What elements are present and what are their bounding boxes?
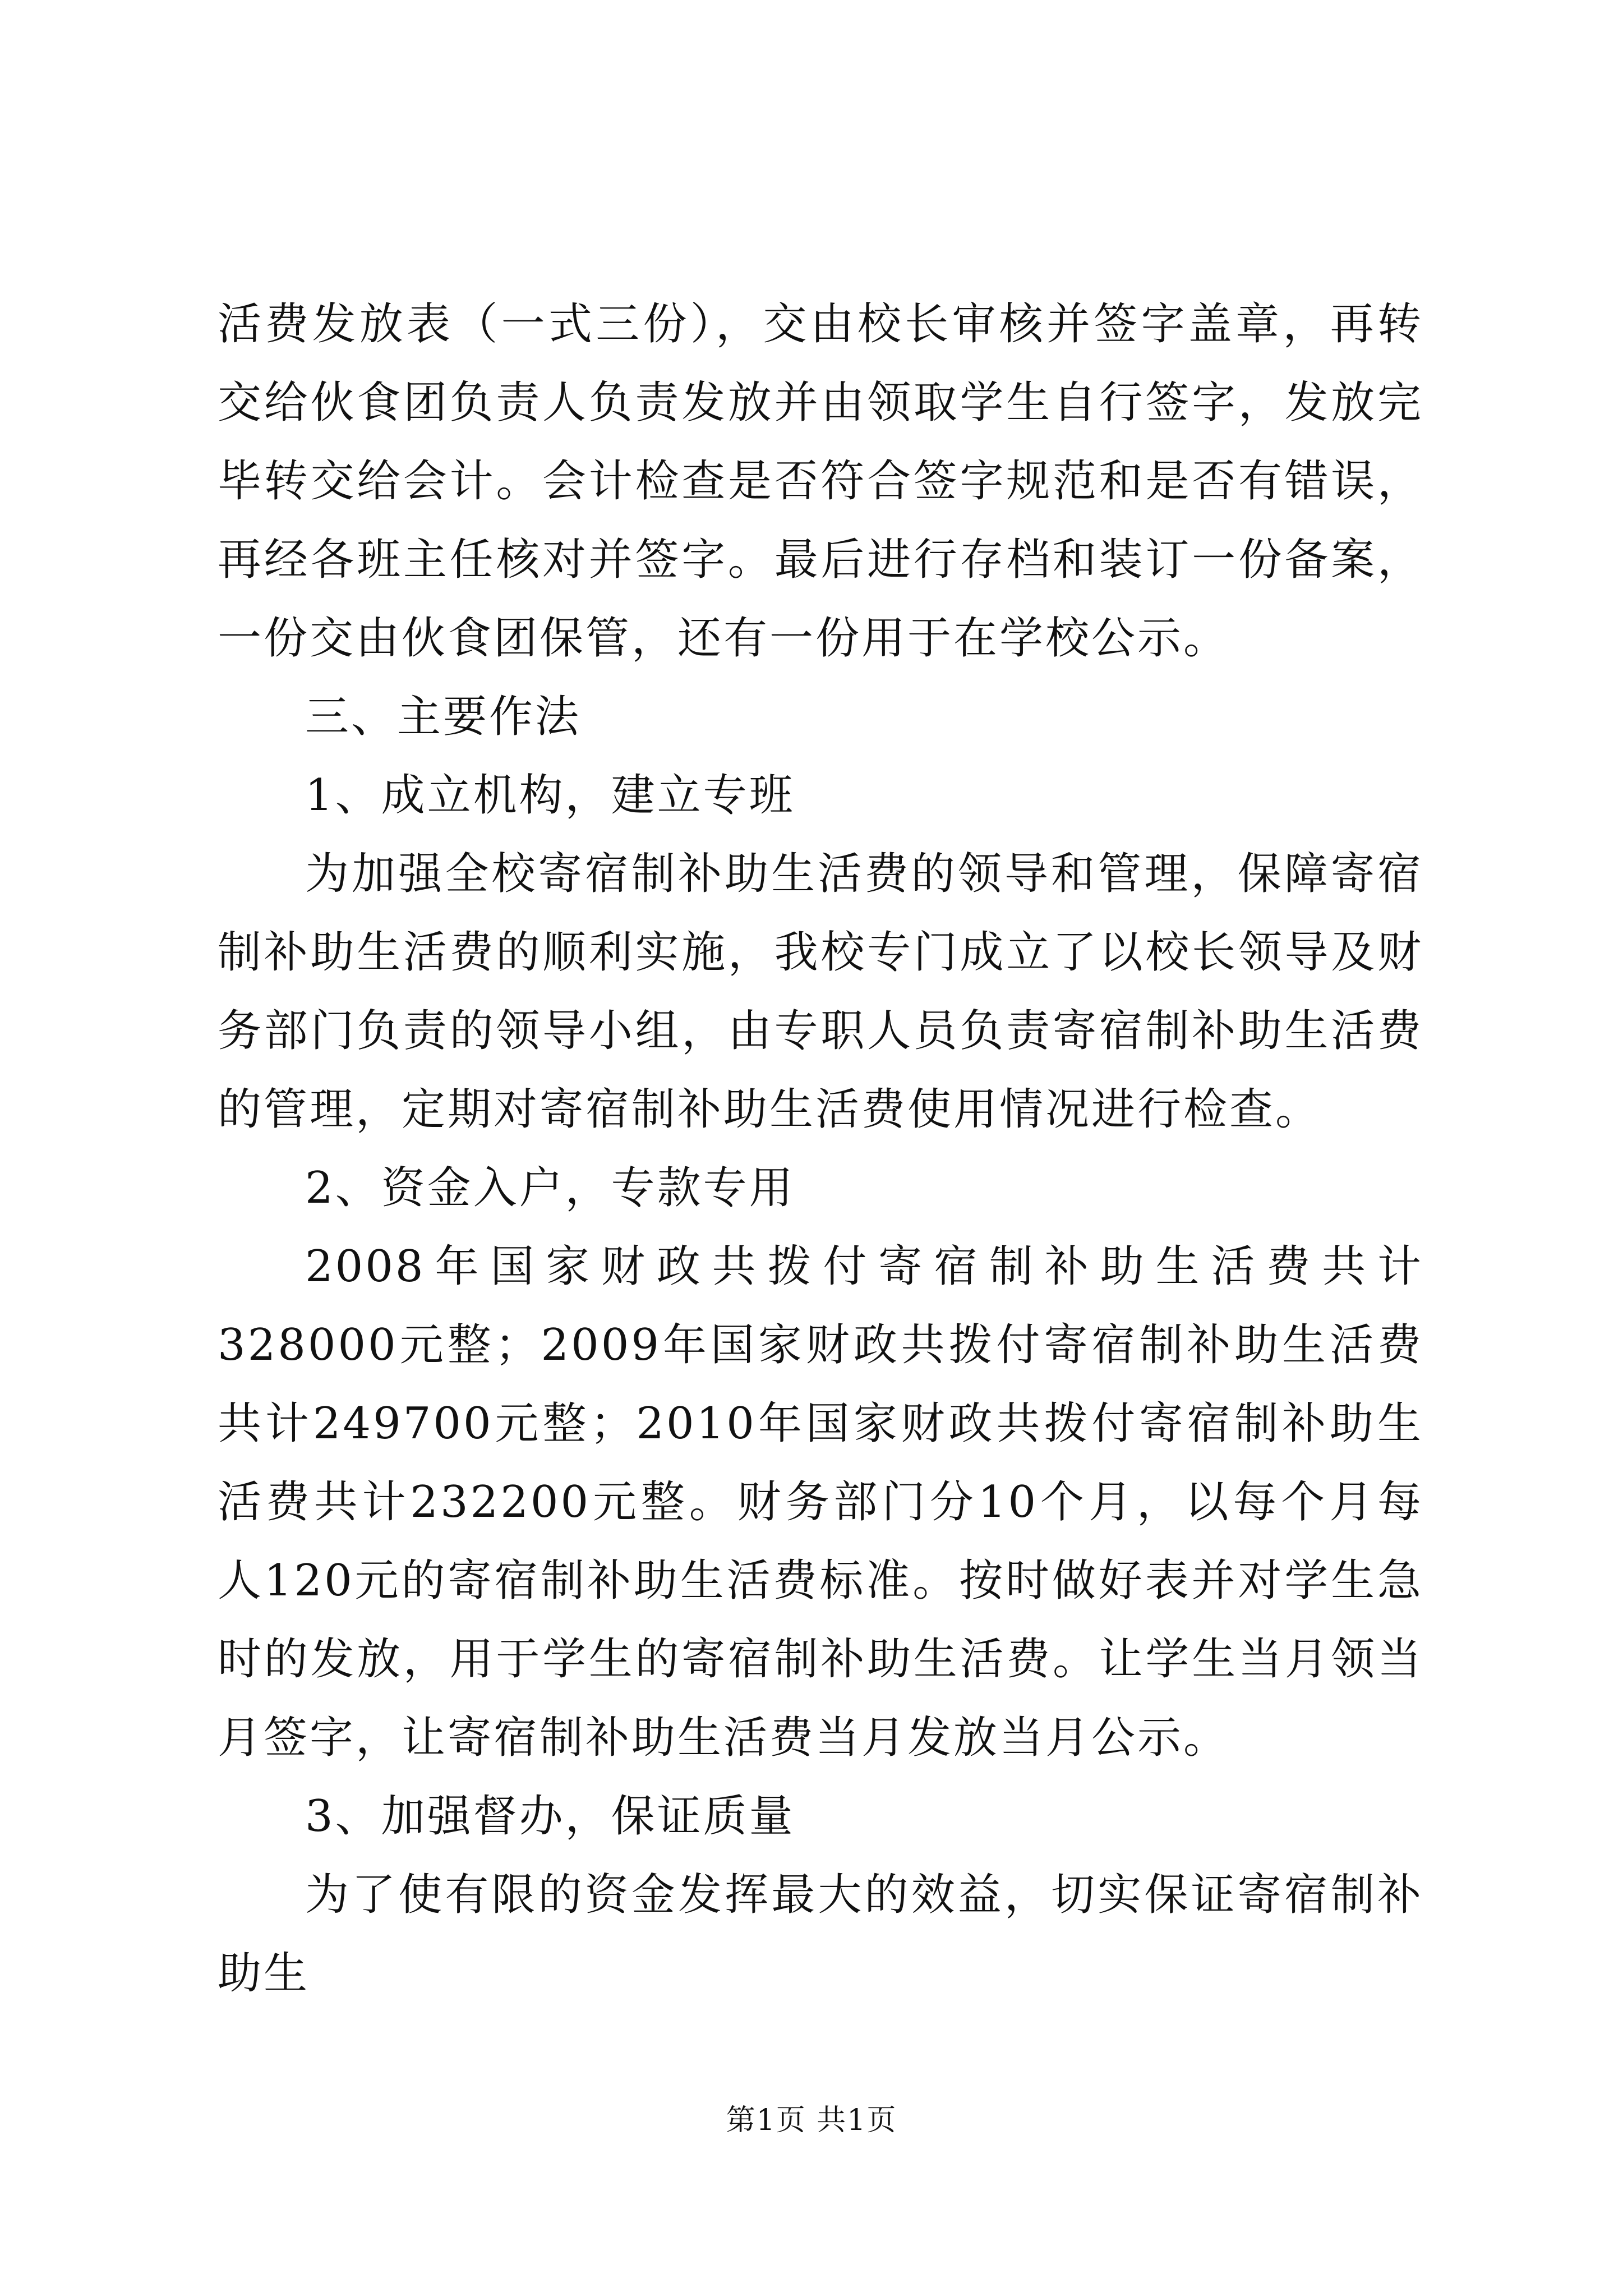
- section-heading-main-practices: 三、主要作法: [305, 692, 582, 742]
- page-number-footer: 第1页 共1页: [726, 2104, 897, 2137]
- paragraph-leadership-group: 为加强全校寄宿制补助生活费的领导和管理，保障寄宿制补助生活费的顺利实施，我校专门成立了以校长领导及财务部门负责的领导小组，由专职人员负责寄宿制补助生活费的管理，定期对寄宿制补助生活费使用情况进行检查。: [218, 849, 1423, 1135]
- paragraph-distribution-process: 活费发放表（一式三份），交由校长审核并签字盖章，再转交给伙食团负责人负责发放并由领取学生自行签字，发放完毕转交给会计。会计检查是否符合签字规范和是否有错误，再经各班主任核对并签字。最后进行存档和装订一份备案，一份交由伙食团保管，还有一份用于在学校公示。: [218, 299, 1423, 664]
- subheading-supervision-quality: 3、加强督办，保证质量: [305, 1791, 795, 1842]
- subheading-funds-dedicated: 2、资金入户，专款专用: [305, 1163, 795, 1213]
- paragraph-maximize-benefit: 为了使有限的资金发挥最大的效益，切实保证寄宿制补助生: [218, 1870, 1423, 1999]
- paragraph-funding-amounts: 2008年国家财政共拨付寄宿制补助生活费共计328000元整；2009年国家财政共拨付寄宿制补助生活费共计249700元整；2010年国家财政共拨付寄宿制补助生活费共计232200元整。财务部门分10个月，以每个月每人120元的寄宿制补助生活费标准。按时做好表并对学生急时的发放，用于学生的寄宿制补助生活费。让学生当月领当月签字，让寄宿制补助生活费当月发放当月公示。: [218, 1241, 1423, 1763]
- subheading-establish-organization: 1、成立机构，建立专班: [305, 770, 795, 821]
- document-body: [218, 285, 1423, 2013]
